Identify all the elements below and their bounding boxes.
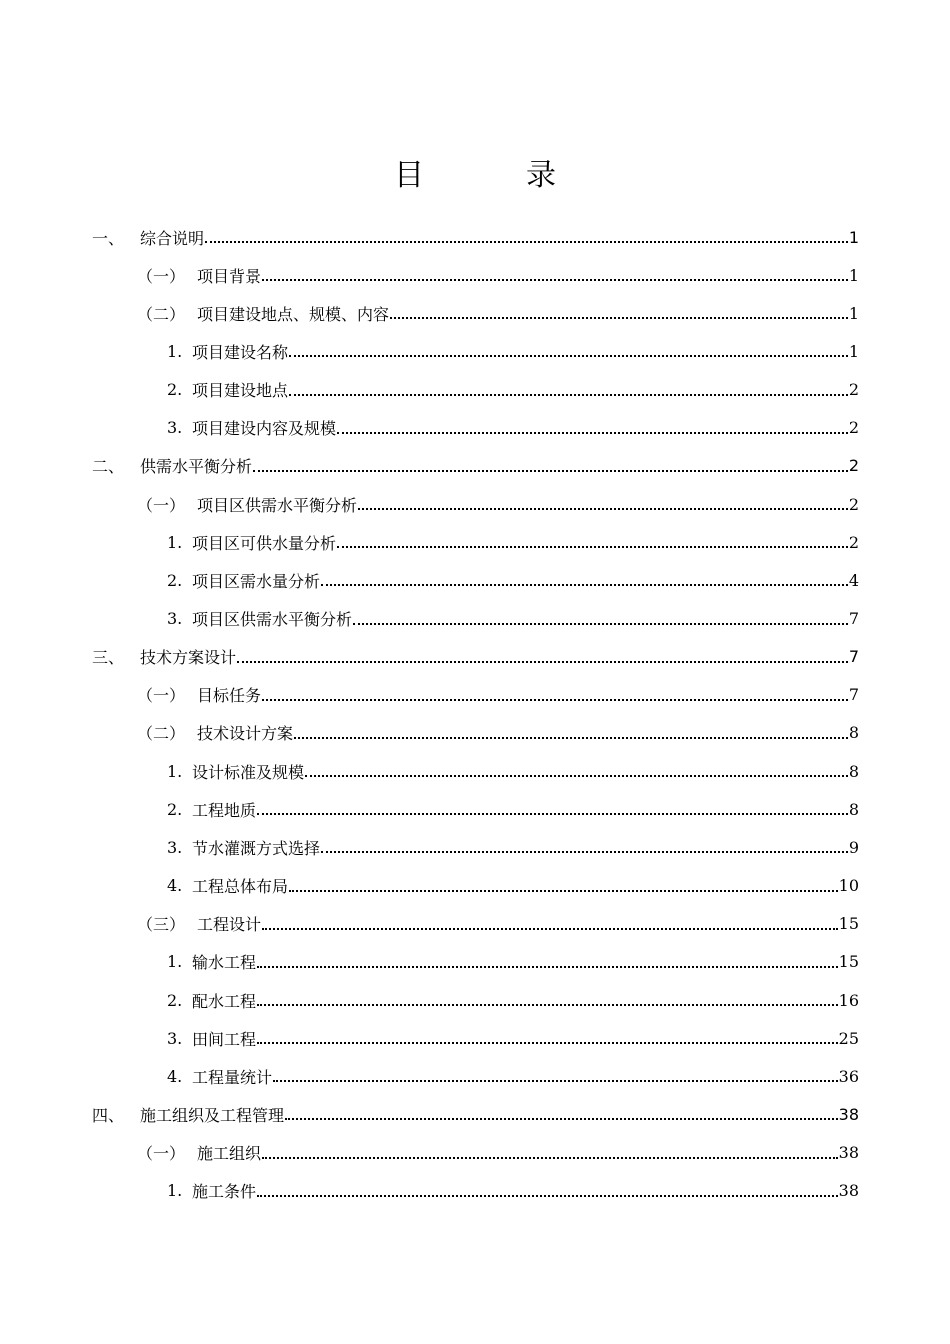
toc-leader-dots: [262, 277, 848, 281]
toc-entry-number: 2.: [167, 380, 183, 400]
toc-entry-title: 综合说明: [140, 228, 205, 248]
toc-entry-page: 38: [838, 1181, 859, 1201]
toc-entry-page: 1: [848, 303, 859, 323]
toc-leader-dots: [337, 430, 848, 434]
toc-entry[interactable]: [0, 1134, 859, 1172]
toc-entry[interactable]: [0, 790, 859, 828]
toc-entry-number: （一）: [137, 1144, 186, 1164]
toc-entry-title: 项目建设地点、规模、内容: [197, 304, 390, 324]
toc-entry-title: 项目建设地点: [192, 381, 289, 401]
toc-entry-title: 施工组织: [197, 1144, 262, 1164]
toc-entry[interactable]: [0, 600, 859, 638]
toc-entry-page: 7: [848, 647, 859, 667]
toc-entry-page: 7: [848, 685, 859, 705]
toc-entry-number: 1.: [167, 532, 183, 552]
toc-entry-title: 项目建设内容及规模: [192, 419, 337, 439]
toc-entry-title: 施工条件: [192, 1182, 257, 1202]
toc-entry-number: 1.: [167, 341, 183, 361]
toc-entry[interactable]: [0, 638, 859, 676]
toc-leader-dots: [262, 697, 848, 701]
toc-entry[interactable]: [0, 1095, 859, 1133]
toc-leader-dots: [257, 964, 838, 968]
toc-leader-dots: [262, 926, 838, 930]
toc-entry-number: 二、: [92, 457, 125, 477]
toc-entry-number: 1.: [167, 952, 183, 972]
toc-leader-dots: [257, 811, 848, 815]
toc-entry[interactable]: [0, 523, 859, 561]
toc-entry-page: 8: [848, 723, 859, 743]
toc-entry-number: 四、: [92, 1105, 125, 1125]
toc-entry[interactable]: [0, 447, 859, 485]
toc-leader-dots: [353, 621, 848, 625]
toc-leader-dots: [257, 1193, 838, 1197]
toc-entry-title: 设计标准及规模: [192, 762, 305, 782]
toc-entry[interactable]: [0, 561, 859, 599]
toc-entry-title: 节水灌溉方式选择: [192, 838, 321, 858]
toc-entry-number: 2.: [167, 990, 183, 1010]
toc-entry[interactable]: [0, 1172, 859, 1210]
toc-entry-page: 2: [848, 380, 859, 400]
toc-entry-title: 工程量统计: [192, 1067, 273, 1087]
toc-entry-page: 2: [848, 532, 859, 552]
toc-leader-dots: [337, 544, 848, 548]
toc-entry-title: 技术方案设计: [140, 648, 237, 668]
toc-leader-dots: [273, 1078, 838, 1082]
toc-leader-dots: [285, 1116, 838, 1120]
toc-entry-number: 1.: [167, 1181, 183, 1201]
toc-entry-title: 工程地质: [192, 800, 257, 820]
toc-leader-dots: [237, 659, 848, 663]
toc-entry[interactable]: [0, 943, 859, 981]
toc-leader-dots: [294, 735, 848, 739]
toc-entry[interactable]: [0, 752, 859, 790]
toc-entry[interactable]: [0, 714, 859, 752]
toc-leader-dots: [205, 239, 848, 243]
toc-entry[interactable]: [0, 1019, 859, 1057]
toc-entry-title: 项目区供需水平衡分析: [192, 610, 353, 629]
toc-entry-page: 38: [838, 1143, 859, 1163]
toc-entry-number: （二）: [137, 304, 186, 324]
toc-entry-number: 2.: [167, 799, 183, 819]
toc-entry-number: 3.: [167, 1028, 183, 1048]
toc-entry-number: 3.: [167, 837, 183, 857]
toc-entry[interactable]: [0, 905, 859, 943]
toc-entry[interactable]: [0, 256, 859, 294]
toc-entry-number: 3.: [167, 609, 183, 628]
toc-leader-dots: [289, 888, 838, 892]
toc-leader-dots: [321, 849, 848, 853]
toc-entry-page: 8: [848, 761, 859, 781]
toc-leader-dots: [358, 506, 848, 510]
toc-entry-title: 项目区供需水平衡分析: [197, 495, 358, 515]
toc-entry-number: 三、: [92, 648, 125, 668]
toc-entry-title: 项目区需水量分析: [192, 571, 321, 591]
toc-entry-title: 项目建设名称: [192, 342, 289, 362]
toc-entry-title: 项目区可供水量分析: [192, 533, 337, 553]
toc-entry-number: 4.: [167, 876, 183, 896]
toc-entry-title: 工程设计: [197, 915, 262, 935]
toc-entry[interactable]: [0, 409, 859, 447]
toc-entry-page: 15: [838, 914, 859, 934]
toc-entry-number: 一、: [92, 228, 125, 248]
toc-entry-number: （三）: [137, 915, 186, 935]
toc-entry-title: 施工组织及工程管理: [140, 1105, 285, 1125]
toc-entry-page: 25: [838, 1028, 859, 1048]
page-title: 目 录: [394, 158, 592, 193]
toc-entry-number: 3.: [167, 418, 183, 438]
toc-entry[interactable]: [0, 676, 859, 714]
toc-entry-page: 1: [848, 265, 859, 285]
toc-entry-title: 工程总体布局: [192, 877, 289, 897]
toc-entry-number: 2.: [167, 570, 183, 590]
toc-entry-title: 项目背景: [197, 266, 262, 286]
toc-entry-page: 8: [848, 799, 859, 819]
toc-leader-dots: [253, 468, 848, 472]
toc-entry[interactable]: [0, 1057, 859, 1095]
toc-leader-dots: [262, 1155, 838, 1159]
toc-entry-page: 1: [848, 341, 859, 361]
toc-entry-page: 10: [838, 876, 859, 896]
toc-entry-page: 38: [838, 1104, 859, 1124]
toc-entry-number: （二）: [137, 724, 186, 744]
toc-leader-dots: [289, 392, 848, 396]
toc-entry-title: 目标任务: [197, 686, 262, 706]
toc-entry[interactable]: [0, 981, 859, 1019]
toc-leader-dots: [305, 773, 848, 777]
toc-entry[interactable]: [0, 828, 859, 866]
toc-entry-title: 田间工程: [192, 1029, 257, 1049]
toc-entry-page: 7: [848, 609, 859, 628]
toc-entry[interactable]: [0, 332, 859, 370]
toc-entry-page: 15: [838, 952, 859, 972]
toc-entry-number: （一）: [137, 266, 186, 286]
toc-entry-page: 2: [848, 418, 859, 438]
toc-entry-page: 16: [838, 990, 859, 1010]
toc-entry-page: 36: [838, 1066, 859, 1086]
toc-entry-title: 技术设计方案: [197, 724, 294, 744]
toc-leader-dots: [257, 1040, 838, 1044]
toc-entry-number: （一）: [137, 686, 186, 706]
toc-entry-number: （一）: [137, 495, 186, 515]
toc-entry[interactable]: [0, 867, 859, 905]
toc-leader-dots: [321, 582, 848, 586]
toc-entry-number: 4.: [167, 1066, 183, 1086]
toc-entry-page: 4: [848, 570, 859, 590]
toc-leader-dots: [289, 353, 848, 357]
toc-entry-title: 供需水平衡分析: [140, 457, 253, 477]
toc-entry-title: 配水工程: [192, 991, 257, 1011]
toc-entry-page: 2: [848, 456, 859, 476]
toc-entry-page: 1: [848, 227, 859, 247]
toc-entry-page: 2: [848, 494, 859, 514]
toc-entry-title: 输水工程: [192, 953, 257, 973]
toc-leader-dots: [390, 315, 848, 319]
toc-entry[interactable]: [0, 371, 859, 409]
toc-entry[interactable]: [0, 218, 859, 256]
toc-entry[interactable]: [0, 485, 859, 523]
toc-entry-number: 1.: [167, 761, 183, 781]
toc-entry[interactable]: [0, 294, 859, 332]
toc-leader-dots: [257, 1002, 838, 1006]
toc-entry-page: 9: [848, 837, 859, 857]
